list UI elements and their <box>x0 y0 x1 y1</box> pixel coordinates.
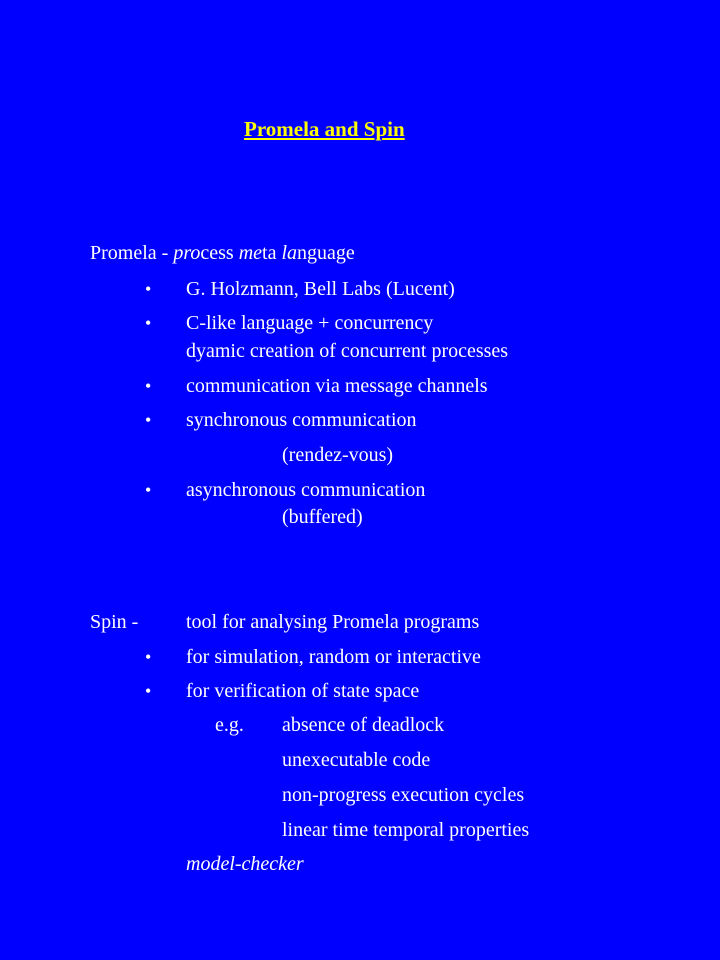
promela-item: C-like language + concurrency <box>186 312 434 334</box>
promela-term: Promela - <box>90 242 169 264</box>
slide-title: Promela and Spin <box>244 117 405 141</box>
promela-def-part: me <box>238 242 263 264</box>
spin-term: Spin - <box>90 611 139 633</box>
promela-item-continuation: dyamic creation of concurrent processes <box>186 340 509 362</box>
promela-item: communication via message channels <box>186 375 488 397</box>
spin-example: non-progress execution cycles <box>282 784 525 806</box>
promela-def-part: cess <box>200 242 239 264</box>
promela-item: G. Holzmann, Bell Labs (Lucent) <box>186 278 455 300</box>
spin-item: for simulation, random or interactive <box>186 646 481 668</box>
bullet-icon: • <box>145 313 152 333</box>
bullet-icon: • <box>145 279 152 299</box>
promela-heading <box>90 240 355 266</box>
promela-def-part: pro <box>173 242 201 264</box>
promela-def-part: ta <box>262 242 282 264</box>
spin-item: for verification of state space <box>186 680 420 702</box>
bullet-icon: • <box>145 647 152 667</box>
spin-example: linear time temporal properties <box>282 819 530 841</box>
model-checker-label: model-checker <box>186 853 304 875</box>
spin-example: unexecutable code <box>282 749 431 771</box>
promela-def-part: nguage <box>297 242 355 264</box>
bullet-icon: • <box>145 681 152 701</box>
promela-item-continuation: (buffered) <box>282 506 363 528</box>
promela-item: asynchronous communication <box>186 479 426 501</box>
promela-item-continuation: (rendez-vous) <box>282 444 394 466</box>
promela-def-part: la <box>281 242 298 264</box>
promela-item: synchronous communication <box>186 409 417 431</box>
spin-definition: tool for analysing Promela programs <box>186 611 480 633</box>
bullet-icon: • <box>145 376 152 396</box>
eg-label: e.g. <box>215 714 244 736</box>
spin-example: absence of deadlock <box>282 714 445 736</box>
bullet-icon: • <box>145 480 152 500</box>
bullet-icon: • <box>145 410 152 430</box>
